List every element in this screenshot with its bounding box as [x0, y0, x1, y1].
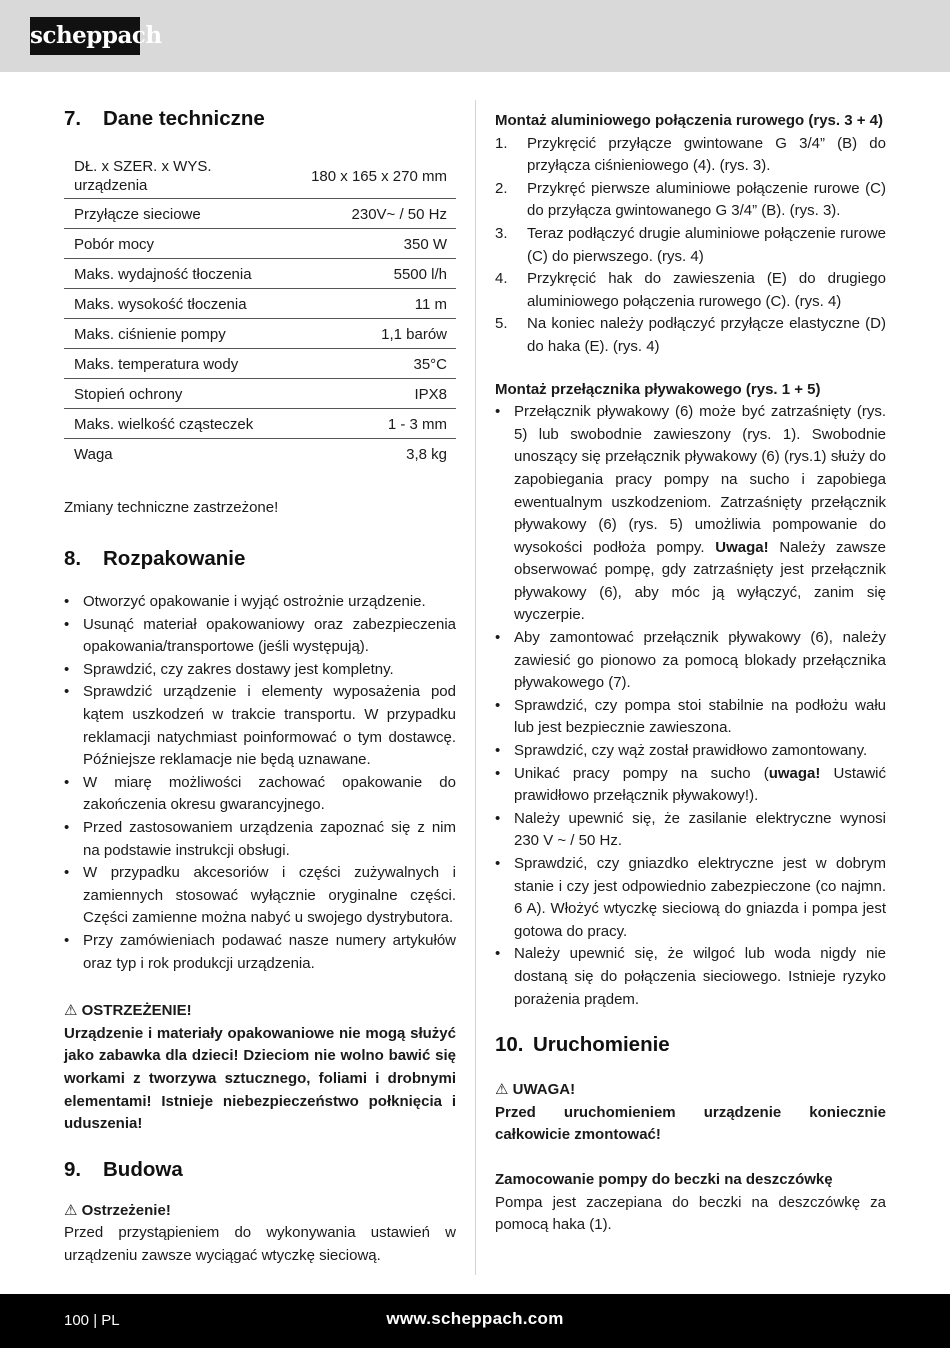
warning-text: Urządzenie i materiały opakowaniowe nie mogą służyć jako zabawka dla dzieci! Dzieciom nie wolno bawić się workami z tworzywa sztucznego, foliami i drobnymi elementami! Istnieje niebezpieczeństwo połknięcia i uduszenia! — [64, 1024, 456, 1133]
page-number: 100 | PL — [64, 1312, 120, 1329]
float-switch-heading: Montaż przełącznika pływakowego (rys. 1 + 5) — [495, 380, 821, 398]
spec-value: 11 m — [291, 289, 456, 319]
table-row — [64, 379, 456, 409]
warning-text: Przed uruchomieniem urządzenie koniecznie całkowicie zmontować! — [495, 1103, 886, 1144]
table-row — [64, 319, 456, 349]
spec-label: Maks. temperatura wody — [64, 349, 291, 379]
mounting-heading: Zamocowanie pompy do beczki na deszczówkę — [495, 1170, 833, 1188]
spec-label: Waga — [74, 445, 113, 463]
assembly-step — [495, 133, 886, 178]
step-number: 5. — [495, 315, 508, 333]
list-item: • Przed zastosowaniem urządzenia zapoznać się z nim na podstawie instrukcji obsługi. — [64, 817, 456, 862]
step-number: 2. — [495, 179, 508, 197]
attention-label: uwaga! — [768, 764, 821, 782]
section-number: 9. — [64, 1157, 82, 1181]
float-item-text: Aby zamontować przełącznik pływakowy (6), należy zawiesić go pionowo za pomocą blokady przełącznika pływakowego (7). — [514, 629, 886, 692]
table-row — [64, 409, 456, 439]
spec-value: 230V~ / 50 Hz — [291, 199, 456, 229]
table-row — [64, 439, 456, 469]
step-number: 1. — [495, 134, 508, 152]
column-divider — [475, 100, 476, 1275]
spec-label: Maks. wysokość tłoczenia — [64, 289, 291, 319]
unpacking-list — [64, 591, 456, 975]
section-title: Uruchomienie — [533, 1033, 670, 1057]
list-item: • Otworzyć opakowanie i wyjąć ostrożnie urządzenie. — [64, 591, 456, 614]
spec-value: 3,8 kg — [406, 445, 447, 463]
warning-title: ⚠ Ostrzeżenie! — [64, 1201, 171, 1219]
list-item — [495, 695, 886, 740]
attention-label: Uwaga! — [715, 538, 769, 556]
section-number: 7. — [64, 107, 82, 130]
float-item-text: Należy upewnić się, że zasilanie elektryczne wynosi 230 V ~ / 50 Hz. — [514, 809, 886, 850]
assembly-steps — [495, 133, 886, 359]
table-row — [64, 259, 456, 289]
table-row — [64, 199, 456, 229]
section-number: 10. — [495, 1033, 524, 1057]
website-link[interactable]: www.scheppach.com — [386, 1309, 564, 1328]
spec-label: DŁ. x SZER. x WYS. urządzenia — [64, 153, 291, 199]
list-item: • Sprawdzić, czy zakres dostawy jest kompletny. — [64, 659, 456, 682]
spec-value: 1,1 barów — [291, 319, 456, 349]
spec-value: 350 W — [291, 229, 456, 259]
step-text: Teraz podłączyć drugie aluminiowe połączenie rurowe (C) do pierwszego. (rys. 4) — [527, 224, 886, 265]
warning-title: ⚠ UWAGA! — [495, 1081, 576, 1099]
spec-table — [64, 153, 456, 469]
section-title: Budowa — [103, 1157, 183, 1181]
step-text: Przykręć pierwsze aluminiowe połączenie rurowe (C) do przyłącza gwintowanego G 3/4” (B). (rys. 3). — [527, 179, 886, 220]
step-text: Przykręcić przyłącze gwintowane G 3/4” (B) do przyłącza ciśnieniowego (4). (rys. 3). — [527, 134, 886, 175]
step-number: 3. — [495, 224, 508, 242]
assembly-step — [495, 313, 886, 358]
list-item — [495, 627, 886, 695]
spec-value: 180 x 165 x 270 mm — [291, 153, 456, 199]
spec-value: 35°C — [291, 349, 456, 379]
left-column — [64, 100, 456, 1268]
float-item-text: Unikać pracy pompy na sucho ( — [514, 764, 769, 782]
list-item: • Usunąć materiał opakowaniowy oraz zabezpieczenia opakowania/transportowe (jeśli występują). — [64, 614, 456, 659]
spec-value: IPX8 — [291, 379, 456, 409]
list-item — [495, 808, 886, 853]
section-number: 8. — [64, 547, 82, 571]
table-row — [64, 229, 456, 259]
spec-label: Maks. ciśnienie pompy — [64, 319, 291, 349]
float-item-text: Należy zawsze obserwować pompę, gdy zatrzaśnięty jest przełącznik pływakowy (6), aby móc ją wyłączyć, zanim się wyczerpie. — [514, 538, 886, 624]
section-7-heading — [64, 105, 456, 133]
float-item-text: Ustawić prawidłowo przełącznik pływakowy!). — [514, 764, 886, 805]
list-item — [495, 943, 886, 1011]
list-item — [495, 763, 886, 808]
section-title: Dane techniczne — [103, 107, 265, 130]
warning-title: ⚠ OSTRZEŻENIE! — [64, 1002, 192, 1020]
assembly-step — [495, 223, 886, 268]
spec-label: Maks. wielkość cząsteczek — [64, 409, 291, 439]
section-8-heading — [64, 545, 456, 573]
section-title: Rozpakowanie — [103, 547, 246, 571]
list-item: • Sprawdzić urządzenie i elementy wyposażenia pod kątem uszkodzeń w trakcie transportu. W przypadku reklamacji natychmiast poinformować o tym dostawcę. Późniejsze reklamacje nie będą uznawane. — [64, 681, 456, 771]
step-text: Przykręcić hak do zawieszenia (E) do drugiego aluminiowego połączenia rurowego (C). (rys. 4) — [527, 270, 886, 310]
spec-label: Przyłącze sieciowe — [64, 199, 291, 229]
spec-label: Pobór mocy — [64, 229, 291, 259]
list-item — [495, 853, 886, 943]
spec-value: 1 - 3 mm — [291, 409, 456, 439]
section-10-heading — [495, 1031, 886, 1059]
section-9-heading — [64, 1156, 456, 1184]
table-row — [64, 349, 456, 379]
right-column — [495, 110, 886, 1237]
assembly-step — [495, 268, 886, 313]
scheppach-logo: scheppach — [30, 17, 140, 55]
step-text: Na koniec należy podłączyć przyłącze elastyczne (D) do haka (E). (rys. 4) — [527, 315, 886, 355]
float-item-text: Sprawdzić, czy wąż został prawidłowo zamontowany. — [514, 742, 868, 760]
table-row — [64, 153, 456, 199]
float-item-text: Przełącznik pływakowy (6) może być zatrzaśnięty (rys. 5) lub swobodnie zawieszony (rys. 1). Swobodnie unoszący się przełącznik pływakowy (6) (rys.1) służy do zapobiegania pracy pompy na sucho i zapobiega ewentualnym uszkodzeniom. Zatrzaśnięty przełącznik pływakowy (6) (rys. 5) umożliwia pompowanie do wysokości podłoża pompy. — [514, 403, 886, 556]
footer-bar — [0, 1294, 950, 1348]
header-bar — [0, 0, 950, 72]
spec-value: 5500 l/h — [291, 259, 456, 289]
technical-changes-note: Zmiany techniczne zastrzeżone! — [64, 498, 279, 516]
list-item: • W miarę możliwości zachować opakowanie do zakończenia okresu gwarancyjnego. — [64, 772, 456, 817]
list-item: • W przypadku akcesoriów i części zużywalnych i zamiennych stosować wyłącznie oryginalne części. Części zamienne można nabyć u swojego dystrybutora. — [64, 862, 456, 930]
float-item-text: Należy upewnić się, że wilgoć lub woda nigdy nie dostaną się do połączenia sieciowego. Istnieje ryzyko porażenia prądem. — [514, 945, 886, 1008]
warning-text: Przed przystąpieniem do wykonywania ustawień w urządzeniu zawsze wyciągać wtyczkę sieciową. — [64, 1224, 456, 1264]
float-item-text: Sprawdzić, czy gniazdko elektryczne jest w dobrym stanie i czy jest odpowiednio zabezpieczone (co najmn. 6 A). Włożyć wtyczkę sieciową do gniazda i pompa jest gotowa do pracy. — [514, 855, 886, 940]
list-item — [495, 740, 886, 763]
float-switch-list — [495, 401, 886, 1011]
spec-label: Maks. wydajność tłoczenia — [64, 259, 291, 289]
list-item — [495, 401, 886, 627]
mounting-text: Pompa jest zaczepiana do beczki na deszczówkę za pomocą haka (1). — [495, 1193, 886, 1234]
assembly-step — [495, 178, 886, 223]
spec-label: Stopień ochrony — [64, 379, 291, 409]
list-item: • Przy zamówieniach podawać nasze numery artykułów oraz typ i rok produkcji urządzenia. — [64, 930, 456, 975]
assembly-heading: Montaż aluminiowego połączenia rurowego (rys. 3 + 4) — [495, 112, 883, 129]
float-item-text: Sprawdzić, czy pompa stoi stabilnie na podłożu wału lub jest bezpiecznie zawieszona. — [514, 696, 886, 737]
table-row — [64, 289, 456, 319]
step-number: 4. — [495, 270, 508, 288]
